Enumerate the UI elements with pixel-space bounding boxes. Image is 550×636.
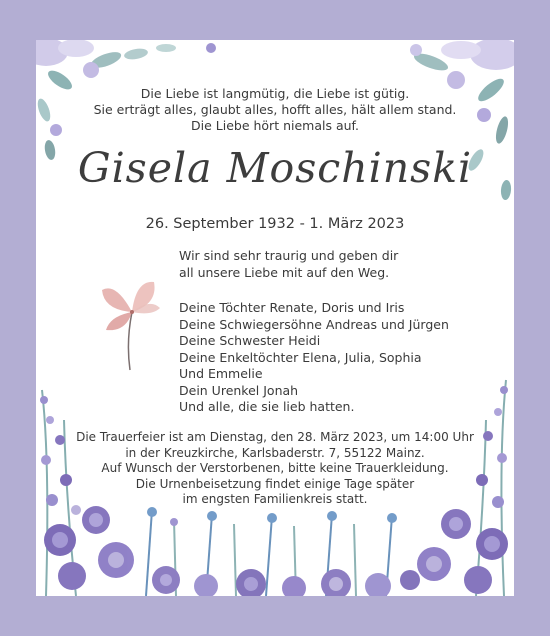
funeral-line: in der Kreuzkirche, Karlsbaderstr. 7, 55122 Mainz. (125, 445, 425, 460)
funeral-line: im engsten Familienkreis statt. (182, 492, 368, 506)
funeral-line: Auf Wunsch der Verstorbenen, bitte keine Trauerkleidung. (101, 461, 449, 475)
mourner-line: Dein Urenkel Jonah (179, 382, 299, 398)
mourner-line: Deine Enkeltöchter Elena, Julia, Sophia (179, 349, 422, 365)
deceased-name: Gisela Moschinski (77, 144, 473, 192)
funeral-line: Die Urnenbeisetzung findet einige Tage später (135, 476, 415, 491)
message-line: Wir sind sehr traurig und geben dir (179, 248, 399, 263)
farewell-message (179, 248, 398, 281)
mourner-line: Deine Schwiegersöhne Andreas und Jürgen (179, 316, 449, 332)
message-line: all unsere Liebe mit auf den Weg. (179, 264, 390, 280)
mourner-line: Deine Töchter Renate, Doris und Iris (179, 300, 405, 315)
quote-line: Die Liebe ist langmütig, die Liebe ist gütig. (140, 86, 410, 101)
funeral-line: Die Trauerfeier ist am Dienstag, den 28. März 2023, um 14:00 Uhr (76, 430, 474, 444)
mourners-list (179, 300, 449, 416)
life-dates: 26. September 1932 - 1. März 2023 (145, 216, 405, 232)
mourner-line: Deine Schwester Heidi (179, 333, 321, 348)
bible-quote (36, 86, 514, 134)
quote-line: Sie erträgt alles, glaubt alles, hofft alles, hält allem stand. (93, 102, 457, 117)
pink-blossom-icon (96, 272, 166, 372)
obituary-card (36, 40, 514, 596)
mourner-line: Und alle, die sie lieb hatten. (179, 399, 355, 414)
quote-line: Die Liebe hört niemals auf. (191, 118, 359, 133)
mourner-line: Und Emmelie (179, 366, 263, 381)
bottom-meadow-flowers (146, 507, 420, 596)
funeral-details (36, 430, 514, 508)
